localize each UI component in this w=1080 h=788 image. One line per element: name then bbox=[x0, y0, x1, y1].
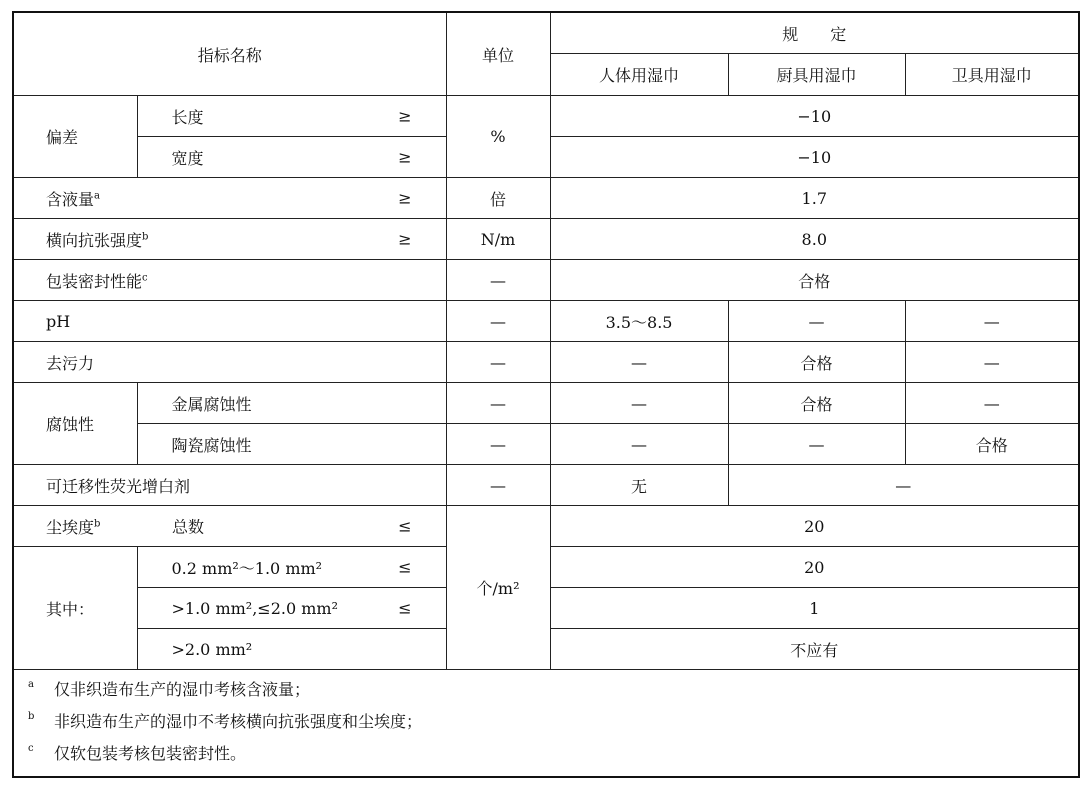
header-type: 人体用湿巾 bbox=[550, 54, 728, 96]
value-cell: 合格 bbox=[905, 424, 1079, 465]
sub-label: 陶瓷腐蚀性 bbox=[137, 424, 446, 465]
footnote: b 非织造布生产的湿巾不考核横向抗张强度和尘埃度； bbox=[28, 711, 423, 731]
row-label: pH bbox=[13, 301, 446, 342]
value-cell: 合格 bbox=[550, 260, 1079, 301]
value-cell: — bbox=[728, 301, 905, 342]
unit-cell: — bbox=[446, 301, 550, 342]
value-cell: 1 bbox=[550, 588, 1079, 629]
sub-label: 0.2 mm²～1.0 mm² ≤ bbox=[137, 547, 446, 588]
row-label: 偏差 bbox=[13, 96, 137, 178]
value-cell: — bbox=[905, 342, 1079, 383]
table-row bbox=[13, 465, 1079, 506]
unit-cell: 倍 bbox=[446, 178, 550, 219]
value-cell: 无 bbox=[550, 465, 728, 506]
row-label: 可迁移性荧光增白剂 bbox=[13, 465, 446, 506]
sub-label: 宽度 ≥ bbox=[137, 137, 446, 178]
value-cell: — bbox=[550, 383, 728, 424]
unit-cell: — bbox=[446, 260, 550, 301]
row-label: 包装密封性能$^c$ bbox=[13, 260, 446, 301]
value-cell: 不应有 bbox=[550, 629, 1079, 670]
value-cell: 合格 bbox=[728, 383, 905, 424]
value-cell: 8.0 bbox=[550, 219, 1079, 260]
value-cell: — bbox=[728, 424, 905, 465]
header-type: 卫具用湿巾 bbox=[905, 54, 1079, 96]
table-row bbox=[13, 219, 1079, 260]
footnotes bbox=[13, 670, 1079, 778]
row-label: 去污力 bbox=[13, 342, 446, 383]
table-row bbox=[13, 260, 1079, 301]
table-row bbox=[13, 178, 1079, 219]
value-cell: 合格 bbox=[728, 342, 905, 383]
sub-label: 金属腐蚀性 bbox=[137, 383, 446, 424]
header-name: 指标名称 bbox=[13, 12, 446, 96]
footnotes-row bbox=[13, 670, 1079, 778]
unit-cell: — bbox=[446, 465, 550, 506]
unit-cell: — bbox=[446, 383, 550, 424]
table-row bbox=[13, 301, 1079, 342]
table-row bbox=[13, 383, 1079, 424]
footnote: a 仅非织造布生产的湿巾考核含液量； bbox=[28, 679, 311, 699]
table-row bbox=[13, 424, 1079, 465]
sub-label: 长度 ≥ bbox=[137, 96, 446, 137]
row-label: 横向抗张强度$^b$ ≥ bbox=[13, 219, 446, 260]
value-cell: −10 bbox=[550, 96, 1079, 137]
header-unit: 单位 bbox=[446, 12, 550, 96]
table-row bbox=[13, 342, 1079, 383]
value-cell: −10 bbox=[550, 137, 1079, 178]
unit-cell: — bbox=[446, 424, 550, 465]
header-spec: 规 定 bbox=[550, 12, 1079, 54]
value-cell: 3.5～8.5 bbox=[550, 301, 728, 342]
row-label: 尘埃度$^b$ 总数 ≤ bbox=[13, 506, 446, 547]
unit-cell: N/m bbox=[446, 219, 550, 260]
value-cell: 20 bbox=[550, 506, 1079, 547]
value-cell: — bbox=[550, 342, 728, 383]
value-cell: — bbox=[905, 383, 1079, 424]
table-row bbox=[13, 96, 1079, 137]
footnote: c 仅软包装考核包装密封性。 bbox=[28, 743, 247, 763]
value-cell: — bbox=[905, 301, 1079, 342]
sub-label: >1.0 mm²,≤2.0 mm² ≤ bbox=[137, 588, 446, 629]
unit-cell: % bbox=[446, 96, 550, 178]
value-cell: 20 bbox=[550, 547, 1079, 588]
value-cell: — bbox=[550, 424, 728, 465]
spec-table bbox=[12, 11, 1080, 778]
value-cell: 1.7 bbox=[550, 178, 1079, 219]
row-label: 其中： bbox=[13, 547, 137, 670]
value-cell: — bbox=[728, 465, 1079, 506]
unit-cell: — bbox=[446, 342, 550, 383]
table-row bbox=[13, 506, 1079, 547]
row-label: 腐蚀性 bbox=[13, 383, 137, 465]
row-label: 含液量$^a$ ≥ bbox=[13, 178, 446, 219]
header-type: 厨具用湿巾 bbox=[728, 54, 905, 96]
unit-cell: 个/m² bbox=[446, 506, 550, 670]
sub-label: >2.0 mm² bbox=[137, 629, 446, 670]
